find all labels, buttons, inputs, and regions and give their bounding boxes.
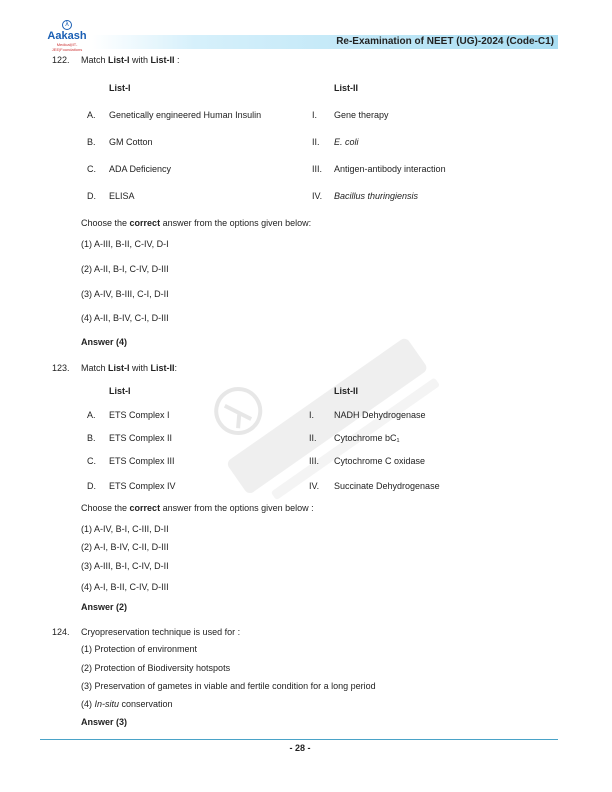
option: (4) A-II, B-IV, C-I, D-III xyxy=(81,313,169,323)
watermark-emblem-glyph xyxy=(223,398,251,428)
text: E. coli xyxy=(334,137,359,147)
question-number: 124. xyxy=(52,627,70,637)
text: ELISA xyxy=(109,191,135,201)
text: answer from the options given below : xyxy=(160,503,314,513)
text: I. xyxy=(312,110,318,120)
logo-tagline: Medical|IIT-JEE|Foundations xyxy=(51,42,83,52)
question-stem: Cryopreservation technique is used for : xyxy=(81,627,241,637)
option: (1) A-III, B-II, C-IV, D-I xyxy=(81,239,169,249)
text: List-I xyxy=(108,55,130,65)
header-title: Re-Examination of NEET (UG)-2024 (Code-C1) xyxy=(336,36,554,47)
option: (1) Protection of environment xyxy=(81,644,198,654)
logo-text: Aakash xyxy=(47,30,87,42)
page-number: - 28 - xyxy=(289,743,311,753)
text: Choose the xyxy=(81,218,130,228)
option: (3) Preservation of gametes in viable and fertile condition for a long period xyxy=(81,681,376,691)
option: (4) A-I, B-II, C-IV, D-III xyxy=(81,582,169,592)
aakash-logo xyxy=(42,20,92,52)
text: : xyxy=(174,55,180,65)
text: C. xyxy=(87,164,96,174)
text: GM Cotton xyxy=(109,137,153,147)
option: (2) A-II, B-I, C-IV, D-III xyxy=(81,264,169,274)
text: ETS Complex III xyxy=(109,456,175,466)
text: correct xyxy=(129,503,161,513)
text: (4) xyxy=(81,699,95,709)
text: III. xyxy=(312,164,323,174)
option: (1) A-IV, B-I, C-III, D-II xyxy=(81,524,169,534)
text: A. xyxy=(87,110,96,120)
text: I. xyxy=(309,410,315,420)
logo-emblem-icon: λ xyxy=(62,20,72,30)
watermark-emblem-icon xyxy=(208,380,269,441)
text: III. xyxy=(309,456,320,466)
footer-divider xyxy=(40,739,558,740)
text: correct xyxy=(129,218,161,228)
text: In-situ xyxy=(94,699,120,709)
text: List-II xyxy=(150,363,175,373)
text: A. xyxy=(87,410,96,420)
text: D. xyxy=(87,481,96,491)
text: NADH Dehydrogenase xyxy=(334,410,426,420)
text: ADA Deficiency xyxy=(109,164,172,174)
text: List-I xyxy=(108,363,130,373)
text: II. xyxy=(309,433,317,443)
option: (3) A-IV, B-III, C-I, D-II xyxy=(81,289,169,299)
question-stem xyxy=(81,55,180,66)
text: with xyxy=(129,363,151,373)
text: Antigen-antibody interaction xyxy=(334,164,446,174)
option: (3) A-III, B-I, C-IV, D-II xyxy=(81,561,169,571)
question-number: 122. xyxy=(52,55,70,65)
answer: Answer (4) xyxy=(81,337,128,347)
instruction xyxy=(81,503,314,514)
text: conservation xyxy=(119,699,173,709)
text: IV. xyxy=(312,191,323,201)
text: Match xyxy=(81,55,109,65)
text: Cytochrome bC₁ xyxy=(334,433,400,443)
text: : xyxy=(174,363,178,373)
list2-heading: List-II xyxy=(334,83,358,93)
text: II. xyxy=(312,137,320,147)
text: answer from the options given below: xyxy=(160,218,312,228)
text: Choose the xyxy=(81,503,130,513)
answer: Answer (2) xyxy=(81,602,128,612)
text: Gene therapy xyxy=(334,110,389,120)
text: ETS Complex II xyxy=(109,433,173,443)
text: B. xyxy=(87,433,96,443)
text: Succinate Dehydrogenase xyxy=(334,481,440,491)
text: C. xyxy=(87,456,96,466)
text: Bacillus thuringiensis xyxy=(334,191,419,201)
list1-heading: List-I xyxy=(109,83,131,93)
option: (2) Protection of Biodiversity hotspots xyxy=(81,663,231,673)
text: ETS Complex I xyxy=(109,410,170,420)
answer: Answer (3) xyxy=(81,717,128,727)
text: List-II xyxy=(150,55,175,65)
text: D. xyxy=(87,191,96,201)
option: (2) A-I, B-IV, C-II, D-III xyxy=(81,542,169,552)
text: with xyxy=(129,55,151,65)
option xyxy=(81,699,173,710)
list2-heading: List-II xyxy=(334,386,358,396)
question-stem xyxy=(81,363,177,374)
text: B. xyxy=(87,137,96,147)
text: Genetically engineered Human Insulin xyxy=(109,110,262,120)
question-number: 123. xyxy=(52,363,70,373)
text: Match xyxy=(81,363,109,373)
text: Cytochrome C oxidase xyxy=(334,456,426,466)
text: IV. xyxy=(309,481,320,491)
list1-heading: List-I xyxy=(109,386,131,396)
instruction xyxy=(81,218,311,229)
text: ETS Complex IV xyxy=(109,481,176,491)
